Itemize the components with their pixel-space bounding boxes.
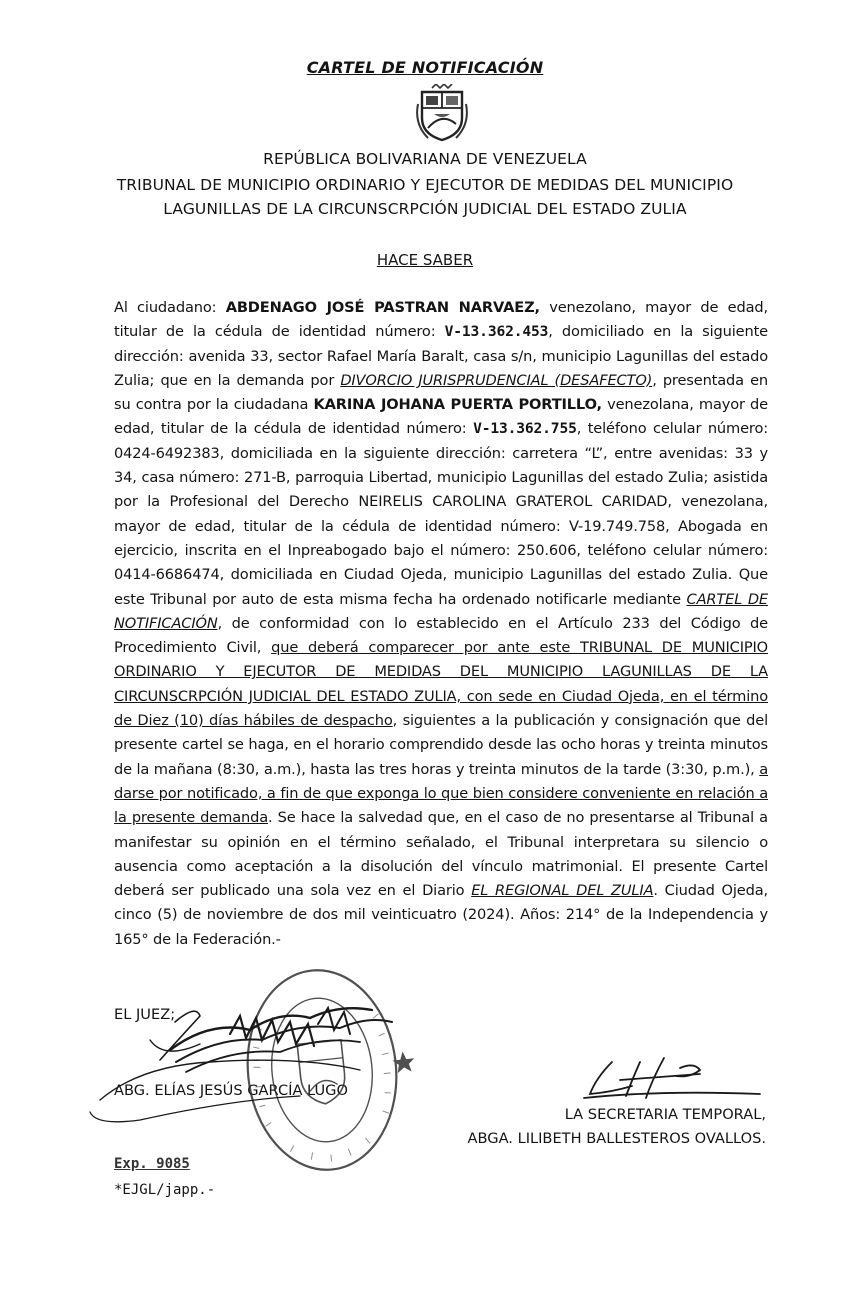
header-jurisdiction: LAGUNILLAS DE LA CIRCUNSCRPCIÓN JUDICIAL DEL ESTADO ZULIA xyxy=(163,200,687,218)
body-text: venezolano, mayor de edad, titular de la cédula de identidad número: xyxy=(114,299,768,341)
newspaper-name: EL REGIONAL DEL ZULIA xyxy=(471,882,654,900)
secretary-title: LA SECRETARIA TEMPORAL, xyxy=(564,1106,766,1123)
header-republic: REPÚBLICA BOLIVARIANA DE VENEZUELA xyxy=(263,150,587,168)
appearance-order: que deberá comparecer por ante este TRIBUNAL DE MUNICIPIO ORDINARIO Y EJECUTOR DE MEDIDAS DEL MUNICIPIO LAGUNILLAS DE LA CIRCUNSCRPCIÓN JUDICIAL DEL ESTADO ZULIA, con sede en Ciudad Ojeda, en el término de Diez (10) días hábiles de despacho xyxy=(114,639,768,730)
venezuela-coat-of-arms-icon xyxy=(414,84,470,144)
body-text: . Ciudad Ojeda, cinco (5) de noviembre de dos mil veinticuatro (2024). Años: 214° de la Independencia y 165° de la Federación.- xyxy=(114,882,769,948)
header-tribunal: TRIBUNAL DE MUNICIPIO ORDINARIO Y EJECUTOR DE MEDIDAS DEL MUNICIPIO xyxy=(116,176,734,194)
notification-body xyxy=(114,296,768,952)
body-text: , presentada en su contra por la ciudadana xyxy=(114,371,769,414)
body-text: , domiciliado en la siguiente dirección: avenida 33, sector Rafael María Baralt, casa s/n, municipio Lagunillas del estado Zulia; que en la demanda por xyxy=(114,323,768,389)
document-title: CARTEL DE NOTIFICACIÓN xyxy=(306,58,544,77)
body-text: venezolana, mayor de edad, titular de la cédula de identidad número: xyxy=(114,396,768,438)
judge-name: ABG. ELÍAS JESÚS GARCÍA LUGO xyxy=(114,1082,348,1099)
body-text: Al ciudadano: xyxy=(114,299,226,316)
secretary-name: ABGA. LILIBETH BALLESTEROS OVALLOS. xyxy=(467,1130,766,1147)
plaintiff-name: KARINA JOHANA PUERTA PORTILLO, xyxy=(313,396,602,414)
body-text: . Se hace la salvedad que, en el caso de no presentarse al Tribunal a manifestar su opinión en el término señalado, el Tribunal interpretara su silencio o ausencia como aceptación a la disolución del vínculo matrimonial. El presente Cartel deberá ser publicado una sola vez en el Diario xyxy=(114,809,768,900)
body-text: , teléfono celular número: 0424-6492383, domiciliada en la siguiente dirección: carretera “L”, entre avenidas: 33 y 34, casa número: 271-B, parroquia Libertad, municipio Lagunillas del estado Zulia; asistida por la Profesional del Derecho NEIRELIS CAROLINA GRATEROL CARIDAD, venezolana, mayor de edad, titular de la cédula de identidad número: V-19.749.758, Abogada en ejercicio, inscrita en el Inpreabogado bajo el número: 250.606, teléfono celular número: 0414-6686474, domiciliada en Ciudad Ojeda, municipio Lagunillas del estado Zulia. Que este Tribunal por auto de esta misma fecha ha ordenado notificarle mediante xyxy=(114,420,768,608)
case-type: DIVORCIO JURISPRUDENCIAL (DESAFECTO) xyxy=(340,371,653,389)
document-initials: *EJGL/japp.- xyxy=(114,1182,216,1198)
defendant-id-number: V-13.362.453 xyxy=(444,323,549,341)
expediente-number: Exp. 9085 xyxy=(114,1156,190,1172)
plaintiff-id-number: V-13.362.755 xyxy=(473,420,577,438)
body-text: , siguientes a la publicación y consignación que del presente cartel se haga, en el horario comprendido desde las ocho horas y treinta minutos de la mañana (8:30, a.m.), hasta las tres horas y treinta minutos de la tarde (3:30, p.m.), xyxy=(114,712,769,778)
notification-purpose: a darse por notificado, a fin de que exponga lo que bien considere conveniente en relación a la presente demanda xyxy=(114,760,768,827)
cartel-reference: CARTEL DE NOTIFICACIÓN xyxy=(114,590,768,632)
judge-label: EL JUEZ; xyxy=(114,1006,176,1023)
hace-saber-heading: HACE SABER xyxy=(376,251,474,269)
body-text: , de conformidad con lo establecido en el Artículo 233 del Código de Procedimiento Civil, xyxy=(114,614,768,657)
defendant-name: ABDENAGO JOSÉ PASTRAN NARVAEZ, xyxy=(225,299,540,316)
